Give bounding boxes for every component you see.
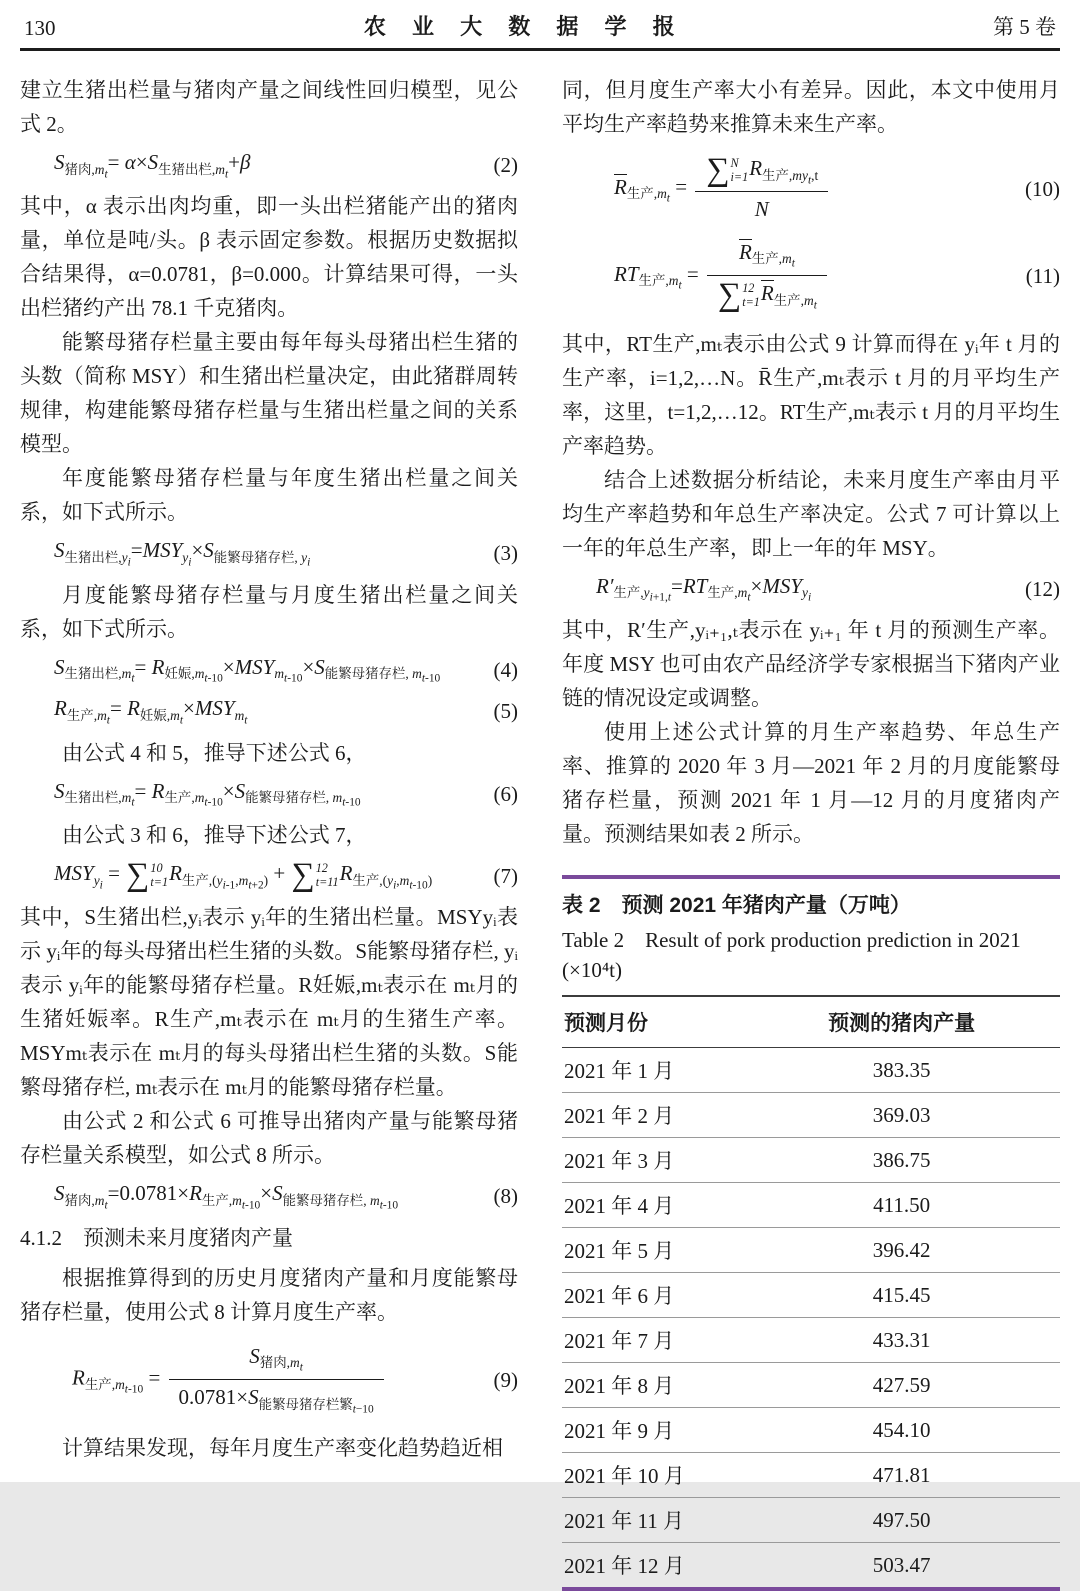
formula-8-body: $S_{猪肉,m_t}=0.0781\times R_{生产,m_{t-10}}\times S_{能繁母猪存栏, m_{t-10}}$ [54,1181,399,1212]
formula-6 [20,777,518,811]
left-column [20,73,518,1591]
formula-12 [562,572,1060,606]
volume-label: 第 5 卷 [993,15,1056,39]
paragraph-derive-7: 由公式 3 和 6，推导下述公式 7， [62,822,367,847]
running-head [20,6,1060,48]
value-cell: 433.31 [741,1318,1060,1363]
formula-2-body: $S_{猪肉,m_t}= \alpha\times S_{生猪出栏,m_t}+\beta$ [54,150,251,180]
two-column-body [20,73,1060,1591]
formula-6-number: (6) [493,781,518,806]
table-row [562,1453,1060,1498]
formula-8 [20,1179,518,1213]
formula-7-body: $MSY_{y_i}$ = ∑ 10 t=1 $R_{生产,(y_{i-1},m_{t+2})}$ + ∑ 12 t=11 $R_{生产,(y_i,m_{t-10})}$ [54,856,433,893]
paragraph-where-12: 其中，R′生产,yᵢ₊₁,ₜ表示在 yᵢ₊₁ 年 t 月的预测生产率。年度 MSY 也可由农产品经济学专家根据当下猪肉产业链的情况设定或调整。 [562,618,1060,711]
table-row [562,1138,1060,1183]
table-row [562,1543,1060,1588]
month-cell: 2021 年 6 月 [562,1273,741,1318]
month-cell: 2021 年 5 月 [562,1228,741,1273]
table-row [562,1363,1060,1408]
table-caption-en: Table 2 Result of pork production prediction in 2021 (×10⁴t) [562,928,1021,983]
month-cell: 2021 年 7 月 [562,1318,741,1363]
paragraph-where-10: 其中，RT生产,mₜ表示由公式 9 计算而得在 yᵢ年 t 月的生产率，i=1,2,…N。R̄生产,mₜ表示 t 月的月平均生产率，这里，t=1,2,…12。RT生产,mₜ表示 t 月的月平均生产率趋势。 [562,331,1060,458]
table-row [562,1498,1060,1543]
prediction-table-body [562,1048,1060,1588]
value-cell: 427.59 [741,1363,1060,1408]
month-cell: 2021 年 12 月 [564,1554,685,1579]
paragraph-annual-relation: 年度能繁母猪存栏量与年度生猪出栏量之间关系，如下式所示。 [20,466,518,525]
paragraph-usage: 使用上述公式计算的月生产率趋势、年总生产率、推算的 2020 年 3 月—2021 年 2 月的月度能繁母猪存栏量，预测 2021 年 1 月—12 月的月度猪肉产量。预测结果如表 2 所示。 [562,720,1060,847]
formula-9-body: $R_{生产,m_{t-10}}$ = $\frac{S_{猪肉,m_t}}{0.0781\times S_{能繁母猪存栏繁_{t-10}}}$ [72,1341,468,1419]
section-heading-412: 4.1.2 预测未来月度猪肉产量 [20,1225,293,1250]
formula-6-body: $S_{生猪出栏,m_t}= R_{生产,m_{t-10}}\times S_{能繁母猪存栏, m_{t-10}}$ [54,778,361,809]
value-cell: 411.50 [741,1183,1060,1228]
paragraph-monthly-relation: 月度能繁母猪存栏量与月度生猪出栏量之间关系，如下式所示。 [20,582,518,641]
month-cell: 2021 年 11 月 [562,1498,741,1543]
right-column [562,73,1060,1591]
value-cell: 415.45 [741,1273,1060,1318]
value-cell: 386.75 [741,1138,1060,1183]
month-cell: 2021 年 10 月 [562,1453,741,1498]
formula-3-body: $S_{生猪出栏,y_i}=MSY_{y_i}\times S_{能繁母猪存栏, y_i}$ [54,538,311,569]
formula-5 [20,694,518,728]
value-cell: 383.35 [741,1048,1060,1093]
prediction-table [562,995,1060,1587]
header-divider [20,48,1060,51]
table-row [562,1183,1060,1228]
paragraph-combine: 结合上述数据分析结论，未来月度生产率由月平均生产率趋势和年总生产率决定。公式 7 可计算以上一年的年总生产率，即上一年的年 MSY。 [562,467,1060,560]
table-2-block [562,875,1060,1591]
paragraph-msy: 能繁母猪存栏量主要由每年每头母猪出栏生猪的头数（简称 MSY）和生猪出栏量决定，由此猪群周转规律，构建能繁母猪存栏量与生猪出栏量之间的关系模型。 [20,330,518,457]
month-cell: 2021 年 9 月 [562,1408,741,1453]
column-header-month: 预测月份 [562,996,741,1048]
formula-12-body: $R'_{生产,y_{i+1,t}}=RT_{生产,m_t}\times MSY_{y_i}$ [596,573,812,604]
paragraph-calc: 根据推算得到的历史月度猪肉产量和月度能繁母猪存栏量，使用公式 8 计算月度生产率。 [20,1265,518,1324]
formula-8-number: (8) [493,1184,518,1209]
formula-5-body: $R_{生产,m_t}= R_{妊娠,m_t}\times MSY_{m_t}$ [54,696,248,727]
formula-7 [20,856,518,893]
value-cell: 396.42 [741,1228,1060,1273]
month-cell: 2021 年 4 月 [562,1183,741,1228]
paragraph-continuation: 同，但月度生产率大小有差异。因此，本文中使用月平均生产率趋势来推算未来生产率。 [562,78,1060,136]
formula-3-number: (3) [493,541,518,566]
formula-3 [20,536,518,570]
formula-9 [20,1341,518,1419]
journal-title: 农 业 大 数 据 学 报 [363,14,685,39]
formula-10 [562,153,1060,225]
month-cell: 2021 年 2 月 [562,1093,741,1138]
table-row [562,1273,1060,1318]
formula-11-number: (11) [1025,263,1060,288]
formula-9-number: (9) [493,1367,518,1392]
table-bottom-rule [562,1587,1060,1591]
paragraph-derive-6: 由公式 4 和 5，推导下述公式 6， [62,740,367,765]
value-cell: 454.10 [741,1408,1060,1453]
table-row [562,1048,1060,1093]
table-row [562,1093,1060,1138]
value-cell: 471.81 [741,1453,1060,1498]
prediction-table-header [562,996,1060,1048]
table-row [562,1408,1060,1453]
value-cell: 503.47 [872,1552,931,1577]
formula-2-number: (2) [493,153,518,178]
table-caption-zh: 表 2 预测 2021 年猪肉产量（万吨） [562,894,911,918]
paragraph-result: 计算结果发现，每年月度生产率变化趋势趋近相 [62,1435,503,1460]
value-cell: 497.50 [741,1498,1060,1543]
table-row [562,1318,1060,1363]
paragraph-intro: 建立生猪出栏量与猪肉产量之间线性回归模型，见公式 2。 [20,78,518,136]
formula-7-number: (7) [493,864,518,889]
month-cell: 2021 年 8 月 [562,1363,741,1408]
paragraph-derive-8: 由公式 2 和公式 6 可推导出猪肉产量与能繁母猪存栏量关系模型，如公式 8 所示。 [20,1109,518,1168]
month-cell: 2021 年 1 月 [562,1048,741,1093]
formula-2 [20,148,518,182]
table-row [562,1228,1060,1273]
value-cell: 369.03 [741,1093,1060,1138]
formula-4-body: $S_{生猪出栏,m_t}= R_{妊娠,m_{t-10}}\times MSY_{m_{t-10}}\times S_{能繁母猪存栏, m_{t-10}}$ [54,654,441,685]
header-row [562,996,1060,1048]
formula-4 [20,653,518,687]
formula-12-number: (12) [1025,576,1060,601]
formula-10-body: $R_{生产,m_t}$ = ∑ N i=1 $R_{生产,my_t,t}$ N [614,153,1010,225]
paragraph-where-7: 其中，S生猪出栏,yᵢ表示 yᵢ年的生猪出栏量。MSYyᵢ表示 yᵢ年的每头母猪出栏生猪的头数。S能繁母猪存栏, yᵢ表示 yᵢ年的能繁母猪存栏量。R妊娠,mₜ表示在 mₜ月的生猪妊娠率。R生产,mₜ表示在 mₜ月的生猪生产率。MSYmₜ表示在 mₜ月的每头母猪出栏生猪的头数。S能繁母猪存栏, mₜ表示在 mₜ月的能繁母猪存栏量。 [20,905,518,1100]
formula-11 [562,237,1060,315]
formula-5-number: (5) [493,699,518,724]
formula-10-number: (10) [1025,176,1060,201]
paragraph-alpha: 其中，α 表示出肉均重，即一头出栏猪能产出的猪肉量，单位是吨/头。β 表示固定参数。根据历史数据拟合结果得，α=0.0781，β=0.000。计算结果可得，一头出栏猪约产出 78.1 千克猪肉。 [20,194,518,321]
month-cell: 2021 年 3 月 [562,1138,741,1183]
column-header-value: 预测的猪肉产量 [741,996,1060,1048]
table-top-rule [562,875,1060,879]
page-number: 130 [24,16,56,40]
formula-4-number: (4) [493,657,518,682]
formula-11-body: $RT_{生产,m_t}$ = $R_{生产,m_t}$ ∑ 12 t=1 $R_{生产,m_t}$ [614,237,1010,315]
